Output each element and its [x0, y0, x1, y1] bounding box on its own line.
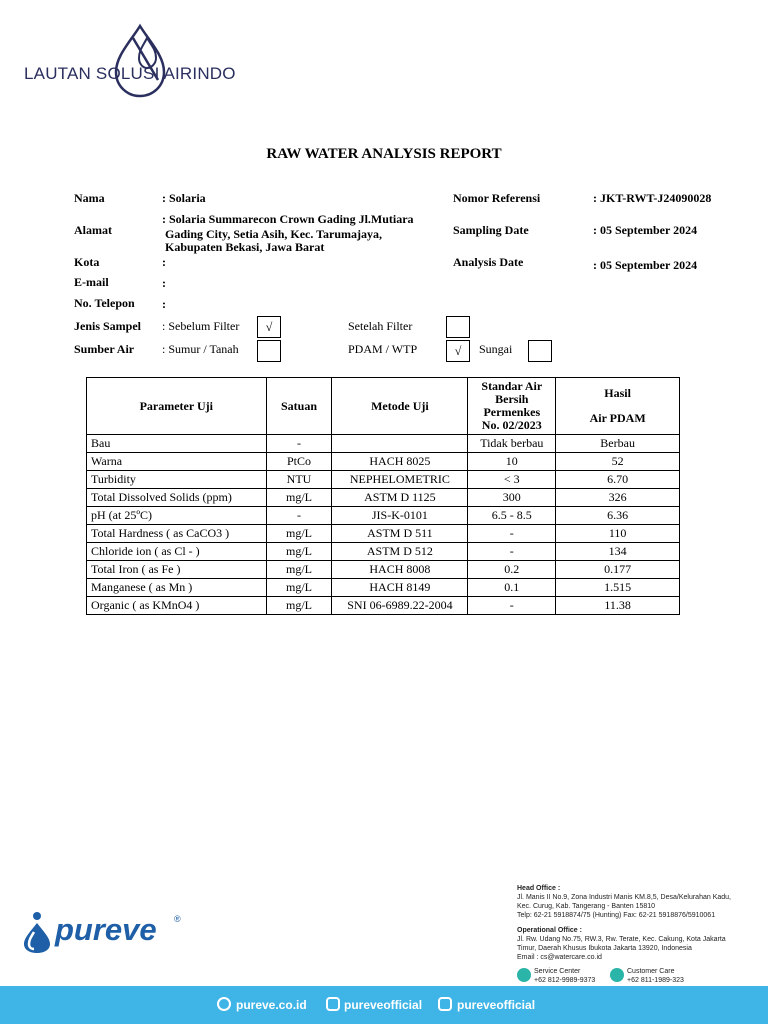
- op-office-line-3: Email : cs@watercare.co.id: [517, 954, 602, 961]
- cell-parameter: Warna: [87, 453, 267, 471]
- pdam-label: PDAM / WTP: [348, 342, 418, 356]
- cell-satuan: mg/L: [266, 597, 332, 615]
- youtube-icon: [438, 997, 452, 1011]
- pureve-brand: pureve: [55, 912, 157, 947]
- header-satuan: Satuan: [266, 378, 332, 435]
- cell-satuan: NTU: [266, 471, 332, 489]
- cell-standar: -: [468, 543, 556, 561]
- sumur-label: : Sumur / Tanah: [162, 342, 239, 356]
- cell-satuan: mg/L: [266, 489, 332, 507]
- cell-parameter: Chloride ion ( as Cl - ): [87, 543, 267, 561]
- cell-metode: HACH 8008: [332, 561, 468, 579]
- cell-metode: SNI 06-6989.22-2004: [332, 597, 468, 615]
- customer-care-label: Customer Care: [627, 968, 675, 975]
- alamat-line-2: Gading City, Setia Asih, Kec. Tarumajaya,: [165, 227, 383, 241]
- table-row: [87, 489, 680, 507]
- cell-standar: -: [468, 525, 556, 543]
- cell-metode: ASTM D 512: [332, 543, 468, 561]
- cell-satuan: mg/L: [266, 525, 332, 543]
- service-center-phone: +62 812-9989-9373: [534, 977, 596, 984]
- table-row: [87, 471, 680, 489]
- table-row: [87, 543, 680, 561]
- whatsapp-icon: [517, 968, 531, 982]
- table-row: [87, 579, 680, 597]
- sampling-value: : 05 September 2024: [593, 223, 698, 237]
- cell-hasil: Berbau: [556, 435, 680, 453]
- jenis-sampel-label: Jenis Sampel: [74, 319, 142, 333]
- cell-standar: < 3: [468, 471, 556, 489]
- alamat-label: Alamat: [74, 223, 112, 237]
- cell-metode: JIS-K-0101: [332, 507, 468, 525]
- table-row: [87, 525, 680, 543]
- head-office: [517, 884, 731, 920]
- cell-satuan: mg/L: [266, 543, 332, 561]
- cell-standar: 6.5 - 8.5: [468, 507, 556, 525]
- sebelum-filter-label: : Sebelum Filter: [162, 319, 240, 333]
- pdam-checkbox[interactable]: √: [446, 340, 470, 362]
- header-metode: Metode Uji: [332, 378, 468, 435]
- globe-icon: [217, 997, 231, 1011]
- cell-satuan: -: [266, 507, 332, 525]
- telepon-value: :: [162, 297, 166, 311]
- service-center: [534, 967, 595, 985]
- analysis-label: Analysis Date: [453, 255, 524, 269]
- cell-metode: ASTM D 1125: [332, 489, 468, 507]
- email-label: E-mail: [74, 275, 109, 289]
- sebelum-filter-checkbox[interactable]: √: [257, 316, 281, 338]
- pureve-registered-mark: ®: [174, 914, 181, 924]
- pureve-drop-logo-icon: [20, 910, 54, 954]
- kota-value: :: [162, 255, 166, 269]
- table-row: [87, 435, 680, 453]
- header-standar-line-4: No. 02/2023: [481, 418, 542, 432]
- cell-parameter: Bau: [87, 435, 267, 453]
- cell-parameter: Manganese ( as Mn ): [87, 579, 267, 597]
- instagram-icon: [326, 997, 340, 1011]
- cell-hasil: 0.177: [556, 561, 680, 579]
- sumber-air-label: Sumber Air: [74, 342, 135, 356]
- analysis-value: : 05 September 2024: [593, 258, 698, 272]
- cell-parameter: pH (at 25ºC): [87, 507, 267, 525]
- report-title: RAW WATER ANALYSIS REPORT: [266, 146, 502, 162]
- setelah-filter-label: Setelah Filter: [348, 319, 413, 333]
- op-office-line-2: Timur, Daerah Khusus Ibukota Jakarta 13920, Indonesia: [517, 945, 692, 952]
- header-hasil-line-1: Hasil: [604, 386, 631, 400]
- droplet-logo-icon: [100, 20, 180, 100]
- cell-standar: -: [468, 597, 556, 615]
- header-standar-line-3: Permenkes: [483, 405, 541, 419]
- website-link[interactable]: pureve.co.id: [236, 998, 307, 1012]
- cell-metode: ASTM D 511: [332, 525, 468, 543]
- table-row: [87, 597, 680, 615]
- cell-satuan: PtCo: [266, 453, 332, 471]
- cell-standar: 300: [468, 489, 556, 507]
- sumur-checkbox[interactable]: [257, 340, 281, 362]
- cell-hasil: 52: [556, 453, 680, 471]
- cell-hasil: 326: [556, 489, 680, 507]
- results-table: [86, 377, 680, 615]
- customer-care-phone: +62 811-1989-323: [627, 977, 684, 984]
- cell-hasil: 6.70: [556, 471, 680, 489]
- table-row: [87, 561, 680, 579]
- ref-value: : JKT-RWT-J24090028: [593, 191, 712, 205]
- header-standar-line-2: Bersih: [495, 392, 529, 406]
- cell-parameter: Turbidity: [87, 471, 267, 489]
- head-office-line-2: Kec. Curug, Kab. Tangerang - Banten 15810: [517, 903, 656, 910]
- cell-standar: 0.2: [468, 561, 556, 579]
- cell-satuan: mg/L: [266, 561, 332, 579]
- youtube-link[interactable]: pureveofficial: [457, 998, 536, 1012]
- telepon-label: No. Telepon: [74, 296, 135, 310]
- header-hasil: [556, 378, 680, 435]
- setelah-filter-checkbox[interactable]: [446, 316, 470, 338]
- instagram-link[interactable]: pureveofficial: [344, 998, 423, 1012]
- table-row: [87, 507, 680, 525]
- ref-label: Nomor Referensi: [453, 191, 541, 205]
- alamat-line-3: Kabupaten Bekasi, Jawa Barat: [165, 240, 325, 254]
- cell-satuan: mg/L: [266, 579, 332, 597]
- head-office-line-1: Jl. Manis II No.9, Zona Industri Manis KM.8,5, Desa/Kelurahan Kadu,: [517, 894, 731, 901]
- cell-hasil: 1.515: [556, 579, 680, 597]
- nama-label: Nama: [74, 191, 105, 205]
- cell-parameter: Total Iron ( as Fe ): [87, 561, 267, 579]
- cell-metode: HACH 8025: [332, 453, 468, 471]
- table-row: [87, 453, 680, 471]
- service-center-label: Service Center: [534, 968, 581, 975]
- cell-parameter: Total Hardness ( as CaCO3 ): [87, 525, 267, 543]
- sungai-checkbox[interactable]: [528, 340, 552, 362]
- customer-care: [627, 967, 684, 985]
- operational-office: [517, 926, 726, 962]
- kota-label: Kota: [74, 255, 100, 269]
- cell-hasil: 134: [556, 543, 680, 561]
- whatsapp-icon: [610, 968, 624, 982]
- header-standar-line-1: Standar Air: [481, 379, 543, 393]
- cell-metode: HACH 8149: [332, 579, 468, 597]
- header-hasil-line-2: Air PDAM: [589, 411, 646, 425]
- header-standar: [468, 378, 556, 435]
- cell-parameter: Organic ( as KMnO4 ): [87, 597, 267, 615]
- head-office-line-3: Telp: 62-21 5918874/75 (Hunting) Fax: 62-21 5918876/5910061: [517, 912, 716, 919]
- cell-hasil: 110: [556, 525, 680, 543]
- nama-value: : Solaria: [162, 191, 206, 205]
- head-office-title: Head Office :: [517, 885, 561, 892]
- cell-parameter: Total Dissolved Solids (ppm): [87, 489, 267, 507]
- cell-hasil: 6.36: [556, 507, 680, 525]
- header-parameter: Parameter Uji: [87, 378, 267, 435]
- alamat-line-1: : Solaria Summarecon Crown Gading Jl.Mutiara: [162, 212, 414, 226]
- op-office-title: Operational Office :: [517, 927, 582, 934]
- cell-metode: NEPHELOMETRIC: [332, 471, 468, 489]
- email-value: :: [162, 276, 166, 290]
- op-office-line-1: Jl. Rw. Udang No.75, RW.3, Rw. Terate, Kec. Cakung, Kota Jakarta: [517, 936, 726, 943]
- sungai-label: Sungai: [479, 342, 513, 356]
- cell-metode: [332, 435, 468, 453]
- cell-standar: Tidak berbau: [468, 435, 556, 453]
- brand-name: LAUTAN SOLUSI AIRINDO: [24, 64, 236, 83]
- cell-satuan: -: [266, 435, 332, 453]
- sampling-label: Sampling Date: [453, 223, 529, 237]
- cell-standar: 0.1: [468, 579, 556, 597]
- cell-hasil: 11.38: [556, 597, 680, 615]
- cell-standar: 10: [468, 453, 556, 471]
